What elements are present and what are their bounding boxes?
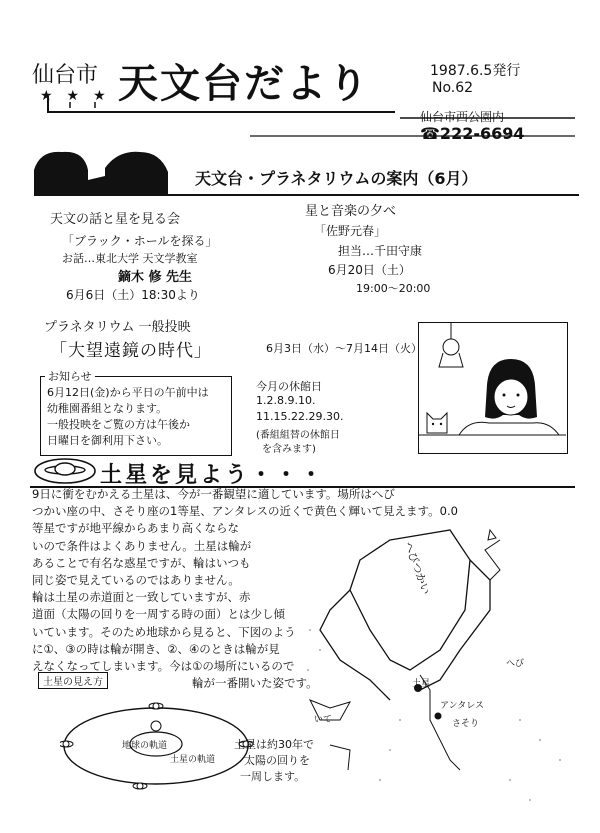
label-saturn: 土星: [412, 679, 431, 689]
planetarium-title: 「大望遠鏡の時代」: [50, 341, 212, 361]
label-sagittarius: いて: [314, 715, 333, 725]
cat-icon: [427, 413, 447, 433]
talk-title: 「ブラック・ホールを探る」: [62, 234, 218, 248]
saturn-title: 土星を見よう・・・: [100, 463, 326, 488]
closed-days-note-1: (番組組替の休館日: [256, 430, 340, 441]
label-antares: アンタレス: [440, 701, 485, 711]
address: 仙台市西公園内: [420, 110, 505, 124]
serpens-constellation: [485, 530, 500, 580]
article-line: 道面（太陽の回りを一周する時の面）とは少し傾: [32, 607, 285, 622]
closed-days-note-2: を含みます): [262, 444, 316, 455]
illustration-frame: [418, 322, 568, 454]
music-date: 6月20日（土）: [328, 263, 411, 277]
masthead-ticks: [70, 102, 95, 108]
masthead-city: 仙台市: [32, 63, 99, 88]
article-line: 9日に衝をむかえる土星は、今が一番観望に適しています。場所はへび: [32, 487, 395, 501]
talk-speaker-affiliation: お話…東北大学 天文学教室: [62, 252, 198, 265]
notice-line: 幼稚園番組となります。: [47, 402, 168, 415]
talk-label: 天文の話と星を見る会: [50, 212, 181, 227]
diagram-note-line: 一周します。: [240, 770, 306, 783]
antares-star-marker: [435, 713, 442, 720]
article-line: 輪は土星の赤道面と一致していますが、赤: [32, 590, 251, 605]
closed-days-2: 11.15.22.29.30.: [256, 410, 344, 423]
planetarium-period: 6月3日（水）〜7月14日（火）: [266, 342, 422, 355]
diagram-caption: 土星の見え方: [38, 672, 108, 689]
girl-and-cat-illustration: [419, 323, 566, 452]
issue-date: 1987.6.5発行: [430, 63, 521, 79]
article-line: 同じ姿で見えているのではありません。: [32, 573, 240, 588]
sun-icon: [151, 721, 161, 731]
talk-speaker-name: 鏑木 修 先生: [118, 270, 193, 285]
masthead-rule: [48, 96, 395, 112]
article-line: つかい座の中、さそり座の1等星、アンタレスの近くで黄色く輝いて見えます。0.0: [32, 504, 458, 519]
closed-days-label: 今月の休館日: [256, 380, 322, 393]
talk-date: 6月6日（土）18:30より: [66, 288, 200, 302]
masthead-stars-icon: ★★★: [40, 88, 120, 104]
article-line: あることで有名な惑星ですが、輪はいつも: [32, 555, 251, 570]
label-scorpius: さそり: [452, 719, 480, 729]
music-time: 19:00〜20:00: [356, 282, 431, 295]
article-line: に①、③の時は輪が開き、②、④のときは輪が見: [32, 641, 280, 656]
article-line: いので条件はよくありません。土星は輪が: [32, 538, 252, 553]
closed-days-1: 1.2.8.9.10.: [256, 394, 316, 407]
issue-number: No.62: [432, 80, 474, 96]
notice-line: 6月12日(金)から平日の午前中は: [47, 386, 209, 399]
notice-line: 一般投映をご覧の方は午後か: [47, 418, 190, 431]
notice-label: お知らせ: [45, 368, 95, 384]
music-host: 担当…千田守康: [338, 244, 423, 258]
diagram-note-line: 太陽の回りを: [244, 754, 310, 767]
star-map: [290, 520, 590, 820]
teru-teru-bozu-icon: [439, 323, 463, 367]
label-serpens: へび: [506, 659, 525, 669]
masthead-title: 天文台だより: [118, 61, 370, 107]
music-label: 星と音楽の夕べ: [305, 204, 397, 219]
article-line: いています。そのため地球から見ると、下図のよう: [32, 624, 296, 639]
label-earth-orbit: 地球の軌道: [122, 741, 168, 751]
article-line: 等星ですが地平線からあまり高くならな: [32, 521, 239, 536]
music-title: 「佐野元春」: [314, 224, 387, 238]
saturn-icon: [30, 456, 100, 486]
phone-number: ☎222-6694: [420, 124, 525, 143]
planetarium-label: プラネタリウム 一般投映: [44, 320, 191, 335]
notice-line: 日曜日を御利用下さい。: [47, 434, 168, 447]
sagittarius-constellation: [310, 700, 350, 770]
diagram-note-line: 土星は約30年で: [234, 738, 314, 751]
notice-box: [40, 370, 232, 456]
saturn-orbit-diagram: [60, 688, 260, 818]
guide-heading: 天文台・プラネタリウムの案内（6月）: [195, 169, 478, 188]
label-ophiuchus: へびつかい: [401, 540, 433, 597]
article-line: 輪が一番開いた姿です。: [192, 676, 318, 691]
label-saturn-orbit: 土星の軌道: [170, 755, 216, 765]
article-line: えなくなってしまいます。今は①の場所にいるので: [32, 659, 295, 674]
milky-way: [307, 629, 561, 801]
